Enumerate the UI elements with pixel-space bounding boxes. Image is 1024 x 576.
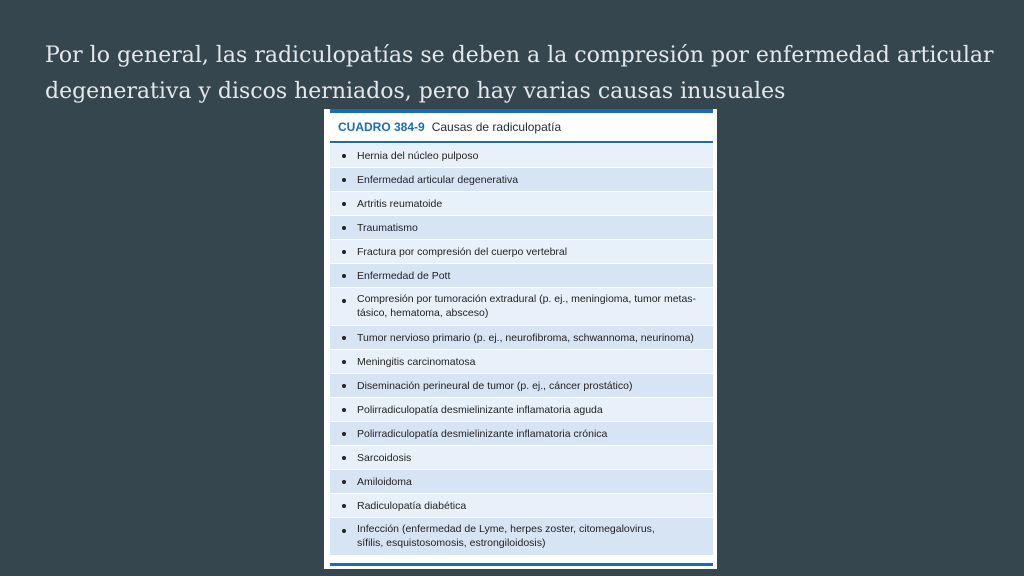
list-item [330,350,713,374]
bullet-icon [342,336,346,340]
list-item-text [357,331,694,345]
list-item-line: Tumor nervioso primario (p. ej., neurofibroma, schwannoma, neurinoma) [357,331,694,344]
list-item-line: Diseminación perineural de tumor (p. ej., cáncer prostático) [357,379,633,392]
list-item-text [357,427,607,441]
slide-text-line: Por lo general, las radiculopatías se deben a la compresión por enfermedad articular [45,43,994,68]
list-item [330,192,713,216]
bullet-icon [342,529,346,533]
bullet-icon [342,432,346,436]
list-item [330,374,713,398]
causes-table-image [324,109,717,569]
list-item-line: Polirradiculopatía desmielinizante inflamatoria crónica [357,427,608,440]
bullet-icon [342,504,346,508]
list-item [330,422,713,446]
list-item-line: Meningitis carcinomatosa [357,355,476,368]
list-item [330,168,713,192]
list-item-line: Enfermedad de Pott [357,269,451,282]
table-header [330,109,713,143]
bullet-icon [342,274,346,278]
list-item-text [357,379,632,393]
list-item [330,518,713,556]
list-item [330,398,713,422]
list-item-line: Traumatismo [357,221,418,234]
table-footer-rule [330,563,713,566]
list-item-line: Infección (enfermedad de Lyme, herpes zoster, citomegalovirus, [357,523,655,535]
bullet-icon [342,299,346,303]
bullet-icon [342,408,346,412]
list-item [330,446,713,470]
list-item [330,326,713,350]
causes-list [330,144,713,556]
list-item-line: tásico, hematoma, absceso) [357,307,489,319]
list-item-text [357,292,696,320]
slide-text-line: degenerativa y discos herniados, pero hay varias causas inusuales [45,79,786,104]
bullet-icon [342,456,346,460]
table-number: CUADRO 384-9 [338,120,425,134]
list-item-text [357,269,450,283]
list-item-text [357,149,478,163]
list-item-line: Fractura por compresión del cuerpo vertebral [357,245,568,258]
list-item [330,240,713,264]
list-item-line: Hernia del núcleo pulposo [357,149,479,162]
list-item-text [357,499,466,513]
list-item-line: Enfermedad articular degenerativa [357,173,519,186]
bullet-icon [342,480,346,484]
list-item-line: Radiculopatía diabética [357,499,467,512]
slide-body-text [45,38,995,110]
list-item-text [357,245,567,259]
list-item [330,264,713,288]
list-item-line: Polirradiculopatía desmielinizante inflamatoria aguda [357,403,603,416]
list-item-line: Compresión por tumoración extradural (p. ej., meningioma, tumor metas- [357,293,697,305]
bullet-icon [342,226,346,230]
table-title: Causas de radiculopatía [431,120,562,134]
list-item-line: Amiloidoma [357,475,412,488]
list-item-text [357,173,518,187]
bullet-icon [342,384,346,388]
list-item-text [357,451,411,465]
list-item-text [357,522,655,550]
list-item [330,216,713,240]
list-item-text [357,197,442,211]
list-item-line: Sarcoidosis [357,451,412,464]
list-item-text [357,475,412,489]
list-item [330,494,713,518]
list-item-line: sífilis, esquistosomosis, estrongiloidosis) [357,537,546,549]
bullet-icon [342,154,346,158]
list-item-line: Artritis reumatoide [357,197,443,210]
list-item [330,144,713,168]
list-item-text [357,403,603,417]
bullet-icon [342,202,346,206]
bullet-icon [342,360,346,364]
list-item-text [357,355,475,369]
list-item [330,470,713,494]
list-item-text [357,221,418,235]
bullet-icon [342,178,346,182]
list-item [330,288,713,326]
bullet-icon [342,250,346,254]
